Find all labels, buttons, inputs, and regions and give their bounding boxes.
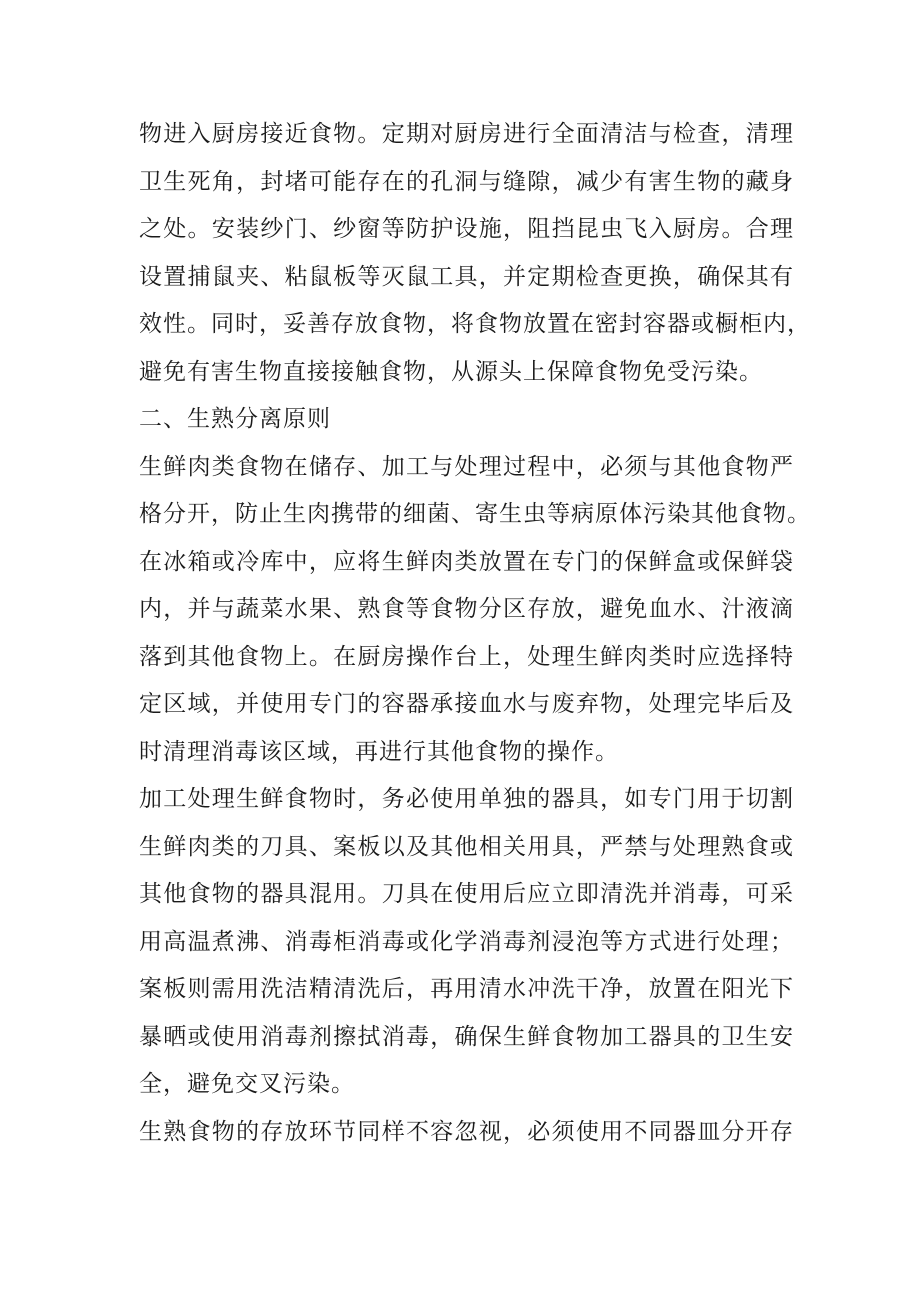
text-line: 暴晒或使用消毒剂擦拭消毒，确保生鲜食物加工器具的卫生安 xyxy=(139,1023,794,1050)
text-line: 效性。同时，妥善存放食物，将食物放置在密封容器或橱柜内， xyxy=(139,311,811,337)
text-line: 内，并与蔬菜水果、熟食等食物分区存放，避免血水、汁液滴 xyxy=(139,596,794,622)
text-line: 定区域，并使用专门的容器承接血水与废弃物，处理完毕后及 xyxy=(139,691,794,717)
text-line: 生鲜肉类的刀具、案板以及其他相关用具，严禁与处理熟食或 xyxy=(139,833,794,860)
text-line: 生熟食物的存放环节同样不容忽视，必须使用不同器皿分开存 xyxy=(139,1118,794,1145)
text-line: 格分开，防止生肉携带的细菌、寄生虫等病原体污染其他食物。 xyxy=(139,501,811,527)
text-line: 时清理消毒该区域，再进行其他食物的操作。 xyxy=(139,738,619,765)
document-body xyxy=(139,111,811,1156)
text-line: 二、生熟分离原则 xyxy=(139,406,331,432)
text-line: 设置捕鼠夹、粘鼠板等灭鼠工具，并定期检查更换，确保其有 xyxy=(139,263,794,290)
text-line: 在冰箱或冷库中，应将生鲜肉类放置在专门的保鲜盒或保鲜袋 xyxy=(139,548,794,575)
text-line: 卫生死角，封堵可能存在的孔洞与缝隙，减少有害生物的藏身 xyxy=(139,168,794,195)
text-line: 生鲜肉类食物在储存、加工与处理过程中，必须与其他食物严 xyxy=(139,453,794,480)
text-line: 之处。安装纱门、纱窗等防护设施，阻挡昆虫飞入厨房。合理 xyxy=(139,216,794,242)
text-line: 案板则需用洗洁精清洗后，再用清水冲洗干净，放置在阳光下 xyxy=(139,976,794,1002)
text-line: 物进入厨房接近食物。定期对厨房进行全面清洁与检查，清理 xyxy=(139,121,794,147)
text-line: 避免有害生物直接接触食物，从源头上保障食物免受污染。 xyxy=(139,358,763,385)
text-line: 落到其他食物上。在厨房操作台上，处理生鲜肉类时应选择特 xyxy=(139,643,794,670)
text-line: 其他食物的器具混用。刀具在使用后应立即清洗并消毒，可采 xyxy=(139,881,794,907)
text-line: 全，避免交叉污染。 xyxy=(139,1071,355,1097)
text-line: 用高温煮沸、消毒柜消毒或化学消毒剂浸泡等方式进行处理； xyxy=(139,928,794,955)
text-line: 加工处理生鲜食物时，务必使用单独的器具，如专门用于切割 xyxy=(139,786,794,812)
